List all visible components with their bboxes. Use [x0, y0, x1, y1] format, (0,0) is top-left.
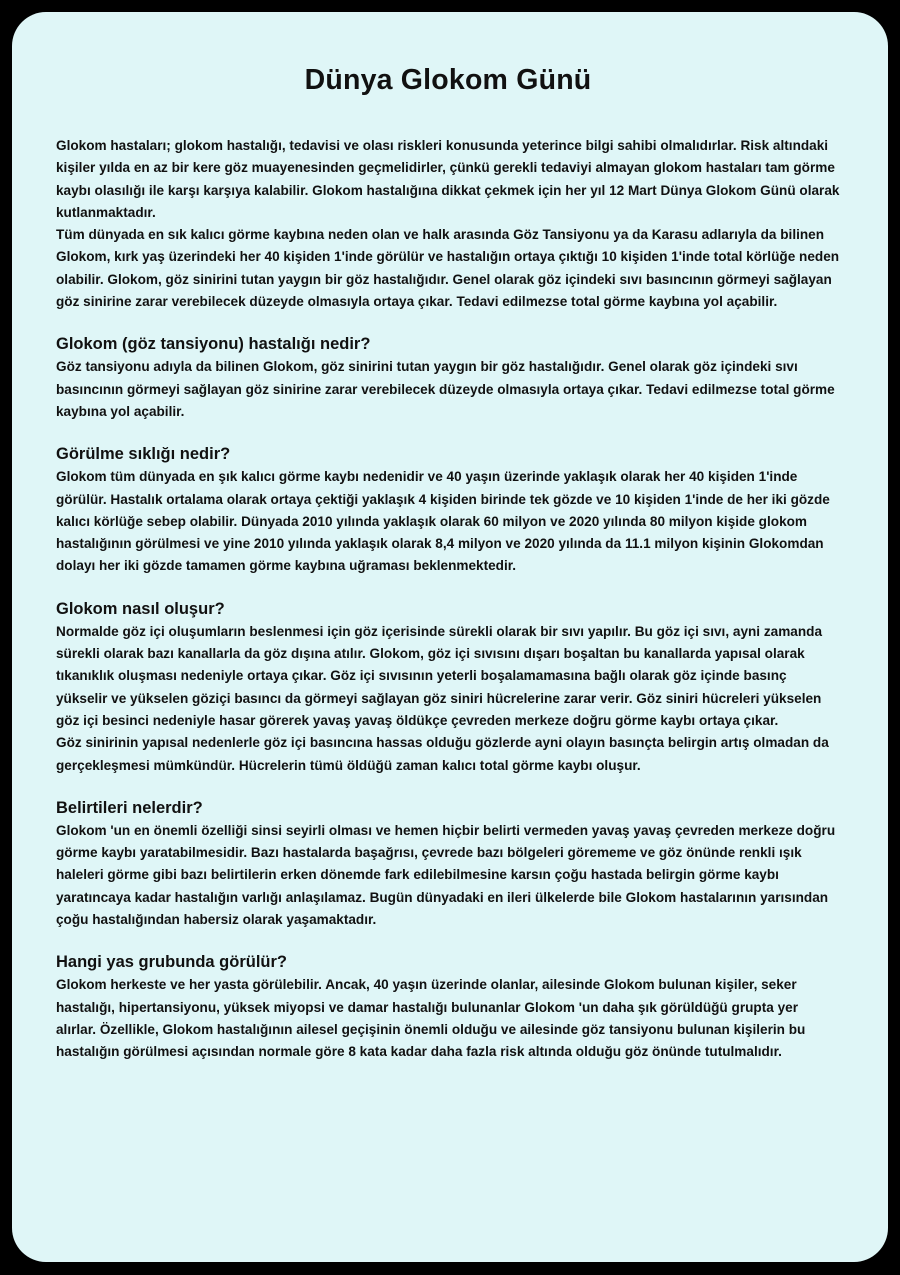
section-how-it-forms: [56, 598, 840, 777]
document-card: [12, 12, 888, 1262]
section-symptoms: [56, 797, 840, 931]
section-heading: Belirtileri nelerdir?: [56, 798, 203, 817]
intro-paragraph-1: Glokom hastaları; glokom hastalığı, tedavisi ve olası riskleri konusunda yeterince bilgi sahibi olmalıdırlar. Risk altındaki kişiler yılda en az bir kere göz muayenesinden geçmelidirler, çünkü gerekli tedaviyi almayan glokom hastaları tam görme kaybı olasılığı ile karşı karşıya kalabilir. Glokom hastalığına dikkat çekmek için her yıl 12 Mart Dünya Glokom Günü olarak kutlanmaktadır.: [56, 138, 840, 220]
page-frame: [8, 8, 892, 1267]
section-heading: Görülme sıklığı nedir?: [56, 445, 231, 464]
section-paragraph: Glokom herkeste ve her yasta görülebilir. Ancak, 40 yaşın üzerinde olanlar, ailesinde Glokom bulunan kişiler, seker hastalığı, hipertansiyonu, yüksek miyopsi ve damar hastalığı bulunanlar Glokom 'un daha şık görüldüğü grupta yer alırlar. Özellikle, Glokom hastalığının ailesel geçişinin önemli olduğu ve ailesinde göz tansiyonu bulunan kişilerin bu hastalığın görülmesi açısından normale göre 8 kata kadar daha fazla risk altında olduğu göz önünde tutulmalıdır.: [56, 977, 806, 1060]
section-paragraph: Glokom 'un en önemli özelliği sinsi seyirli olması ve hemen hiçbir belirti vermeden yavaş yavaş çevreden merkeze doğru görme kaybı yaratabilmesidir. Bazı hastalarda başağrısı, çevrede bazı bölgeleri görememe ve göz önünde renkli ışık haleleri görme gibi bazı belirtilerin erken dönemde fark edilebilmesine karsın çoğu hastada belirgin görme kaybı yaratıncaya kadar hastalığın varlığı anlaşılamaz. Bugün dünyadaki en ileri ülkelerde bile Glokom hastalarının yarısından çoğu hastalığından habersiz olarak yaşamaktadır.: [56, 822, 836, 928]
section-frequency: [56, 443, 840, 577]
section-heading: Glokom (göz tansiyonu) hastalığı nedir?: [56, 335, 371, 354]
section-age-group: [56, 951, 840, 1063]
section-paragraph: Glokom tüm dünyada en şık kalıcı görme kaybı nedenidir ve 40 yaşın üzerinde yaklaşık olarak her 40 kişiden 1'inde görülür. Hastalık ortalama olarak ortaya çektiği yaklaşık 4 kişiden birinde tek gözde ve 10 kişiden 1'inde de her iki gözde kalıcı körlüğe sebep olabilir. Dünyada 2010 yılında yaklaşık olarak 60 milyon ve 2020 yılında 80 milyon kişide glokom hastalığının görülmesi ve yine 2010 yılında yaklaşık olarak 8,4 milyon ve 2020 yılında da 11.1 milyon kişinin Glokomdan dolayı her iki gözde tamamen görme kaybına uğraması beklenmektedir.: [56, 469, 830, 574]
intro-paragraph-2: Tüm dünyada en sık kalıcı görme kaybına neden olan ve halk arasında Göz Tansiyonu ya da Karasu adlarıyla da bilinen Glokom, kırk yaş üzerindeki her 40 kişiden 1'inde görülür ve hastalığın ortaya çıktığı 10 kişiden 1'inde total körlüğe neden olabilir. Glokom, göz sinirini tutan yaygın bir göz hastalığıdır. Genel olarak göz içindeki sıvı basıncının görmeyi sağlayan göz sinirine zarar verebilecek düzeyde olmasıyla ortaya çıkar. Tedavi edilmezse total görme kaybına yol açabilir.: [56, 227, 840, 310]
section-heading: Hangi yas grubunda görülür?: [56, 953, 288, 972]
section-what-is: [56, 333, 840, 423]
section-heading: Glokom nasıl oluşur?: [56, 599, 225, 618]
section-paragraph: Göz sinirinin yapısal nedenlerle göz içi basıncına hassas olduğu gözlerde ayni olayın basınçta belirgin artış olmadan da gerçekleşmesi mümkündür. Hücrelerin tümü öldüğü zaman kalıcı total görme kaybı oluşur.: [56, 735, 829, 773]
section-paragraph: Normalde göz içi oluşumların beslenmesi için göz içerisinde sürekli olarak bir sıvı yapılır. Bu göz içi sıvı, ayni zamanda sürekli olarak bazı kanallarla da göz dışına atılır. Glokom, göz içi sıvısını dışarı boşaltan bu kanallarda yapısal olarak tıkanıklık oluşması nedeniyle ortaya çıkar. Göz içi sıvısının yeterli boşalamamasına bağlı olarak göz içinde basınç yükselir ve yükselen göziçi basıncı da görmeyi sağlayan göz siniri hücrelerine zarar verir. Göz siniri hücreleri yükselen göz içi besinci nedeniyle hasar görerek yavaş yavaş öldükçe çevreden merkeze doğru görme kaybı ortaya çıkar.: [56, 623, 823, 728]
page-title: Dünya Glokom Günü: [304, 64, 592, 96]
section-paragraph: Göz tansiyonu adıyla da bilinen Glokom, göz sinirini tutan yaygın bir göz hastalığıdır. Genel olarak göz içindeki sıvı basıncının görmeyi sağlayan göz sinirine zarar verebilecek düzeyde olmasıyla ortaya çıkar. Tedavi edilmezse total görme kaybına yol açabilir.: [56, 359, 835, 419]
